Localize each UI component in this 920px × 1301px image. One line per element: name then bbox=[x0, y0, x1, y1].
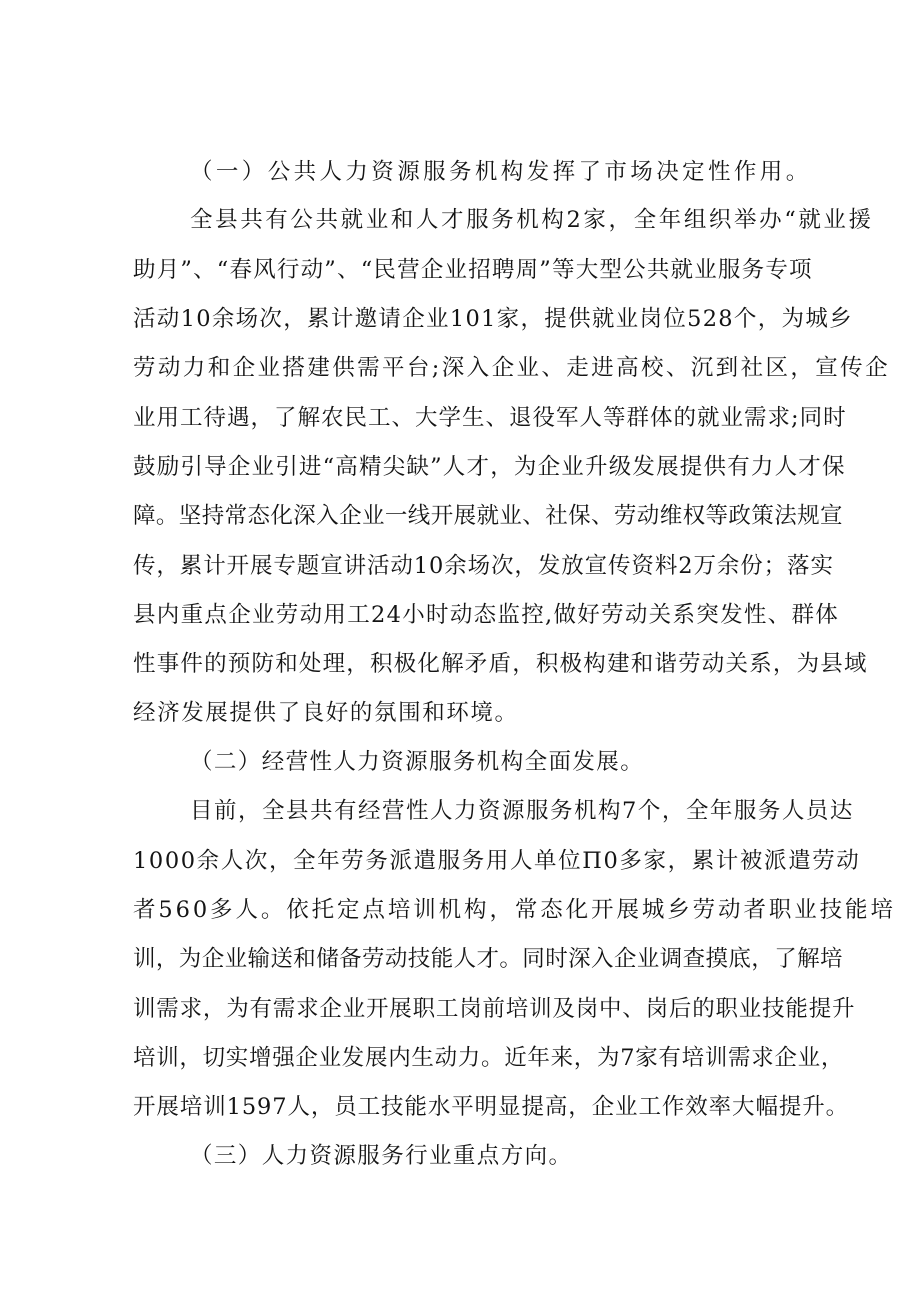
paragraph-2-line: 训，为企业输送和储备劳动技能人才。同时深入企业调查摸底，了解培 bbox=[133, 946, 843, 972]
paragraph-1-line: 传，累计开展专题宣讲活动10余场次，发放宣传资料2万余份；落实 bbox=[133, 553, 834, 579]
paragraph-1-line: 障。坚持常态化深入企业一线开展就业、社保、劳动维权等政策法规宣 bbox=[133, 503, 843, 529]
paragraph-2-line: 目前，全县共有经营性人力资源服务机构7个，全年服务人员达 bbox=[190, 798, 854, 824]
paragraph-1-line: 经济发展提供了良好的氛围和环境。 bbox=[133, 700, 519, 726]
paragraph-2-line: 训需求，为有需求企业开展职工岗前培训及岗中、岗后的职业技能提升 bbox=[133, 996, 856, 1022]
paragraph-2-line: 者560多人。依托定点培训机构，常态化开展城乡劳动者职业技能培 bbox=[133, 897, 896, 923]
paragraph-1-line: 全县共有公共就业和人才服务机构2家，全年组织举办“就业援 bbox=[190, 207, 874, 233]
section-heading-2: （二）经营性人力资源服务机构全面发展。 bbox=[190, 749, 645, 775]
paragraph-1-line: 县内重点企业劳动用工24小时动态监控,做好劳动关系突发性、群体 bbox=[133, 602, 840, 628]
paragraph-1-line: 劳动力和企业搭建供需平台;深入企业、走进高校、沉到社区，宣传企 bbox=[133, 355, 890, 381]
section-heading-1: （一）公共人力资源服务机构发挥了市场决定性作用。 bbox=[190, 159, 812, 185]
paragraph-2-line: 1000余人次，全年劳务派遣服务用人单位Π0多家，累计被派遣劳动 bbox=[133, 848, 861, 874]
paragraph-1-line: 业用工待遇，了解农民工、大学生、退役军人等群体的就业需求;同时 bbox=[133, 405, 847, 431]
paragraph-1-line: 鼓励引导企业引进“高精尖缺”人才，为企业升级发展提供有力人才保 bbox=[133, 454, 846, 480]
paragraph-1-line: 助月”、“春风行动”、“民营企业招聘周”等大型公共就业服务专项 bbox=[133, 257, 813, 283]
paragraph-1-line: 性事件的预防和处理，积极化解矛盾，积极构建和谐劳动关系，为县域 bbox=[133, 651, 868, 677]
paragraph-2-line: 培训，切实增强企业发展内生动力。近年来，为7家有培训需求企业， bbox=[133, 1045, 845, 1071]
section-heading-3: （三）人力资源服务行业重点方向。 bbox=[190, 1143, 573, 1169]
paragraph-2-line: 开展培训1597人，员工技能水平明显提高，企业工作效率大幅提升。 bbox=[133, 1094, 850, 1120]
paragraph-1-line: 活动10余场次，累计邀请企业101家，提供就业岗位528个，为城乡 bbox=[133, 306, 853, 332]
